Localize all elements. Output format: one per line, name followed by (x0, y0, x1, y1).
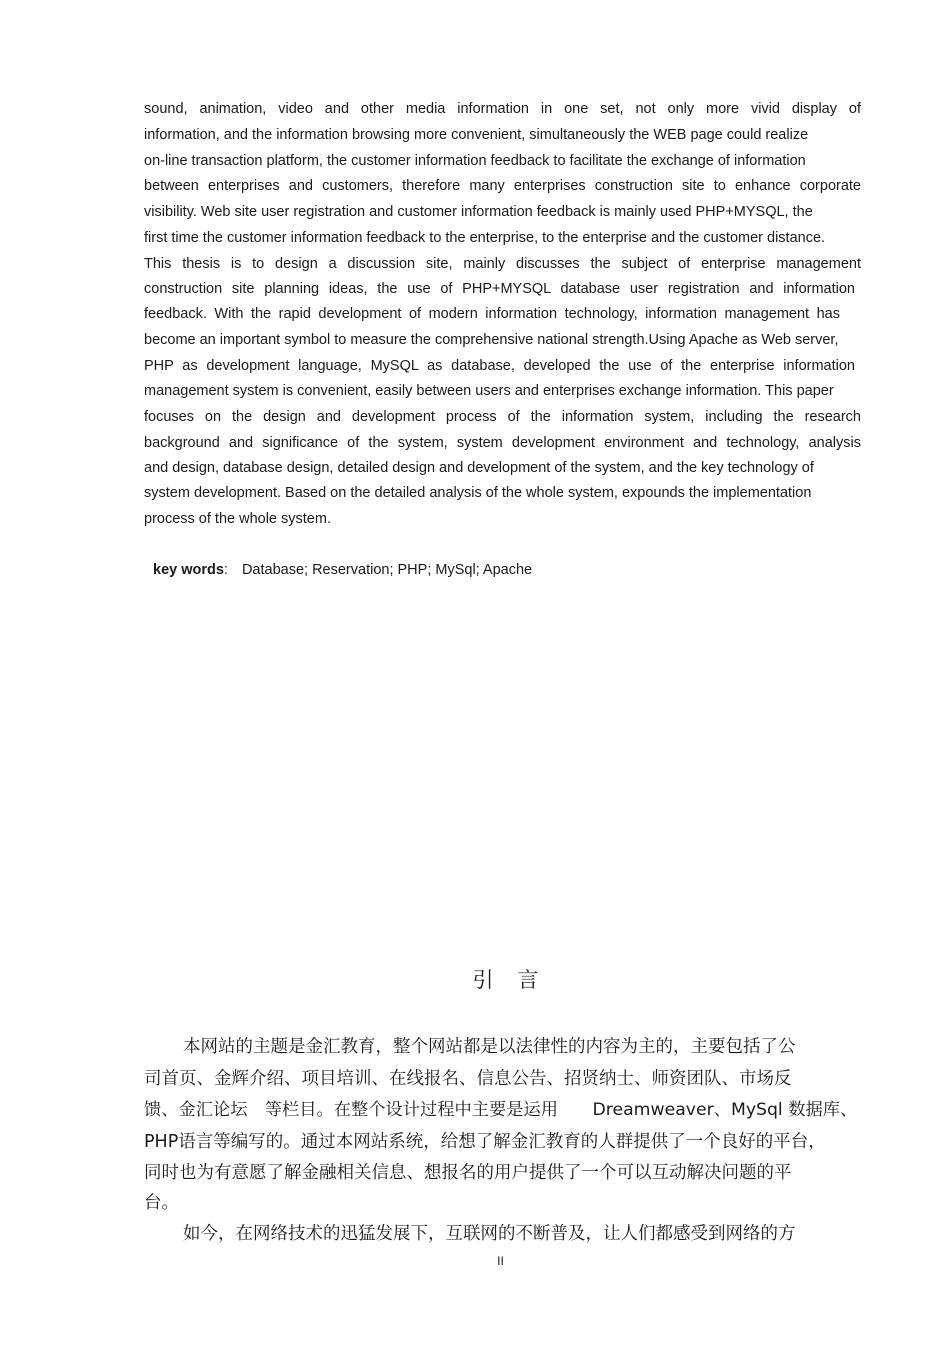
abstract-line: management system is convenient, easily between users and enterprises exchange information. This paper (144, 383, 834, 399)
body-line: 同时也为有意愿了解金融相关信息、想报名的用户提供了一个可以互动解决问题的平 (144, 1163, 792, 1183)
abstract-line: PHP as development language, MySQL as database, developed the use of the enterprise information (144, 358, 855, 374)
keywords-colon: : (223, 562, 228, 578)
keywords-line (153, 561, 532, 579)
abstract-line: system development. Based on the detailed analysis of the whole system, expounds the implementation (144, 485, 812, 501)
keywords-value: Database; Reservation; PHP; MySql; Apache (241, 562, 533, 578)
body-line: 如今，在网络技术的迅猛发展下，互联网的不断普及，让人们都感受到网络的方 (183, 1224, 796, 1244)
abstract-line: This thesis is to design a discussion site, mainly discusses the subject of enterprise management (144, 256, 861, 272)
body-line: 台。 (144, 1193, 179, 1213)
abstract-line: information, and the information browsing more convenient, simultaneously the WEB page could realize (144, 127, 809, 143)
abstract-line: focuses on the design and development process of the information system, including the research (144, 409, 861, 425)
abstract-line: become an important symbol to measure the comprehensive national strength.Using Apache as Web server, (144, 332, 839, 348)
page-number: II (497, 1254, 504, 1268)
abstract-line: feedback. With the rapid development of modern information technology, information management has (144, 306, 840, 322)
abstract-line: process of the whole system. (144, 511, 331, 527)
body-line: 馈、金汇论坛 等栏目。在整个设计过程中主要是运用 Dreamweaver、MySql 数据库、 (144, 1100, 858, 1120)
keywords-label: key words (153, 562, 224, 578)
body-line: 本网站的主题是金汇教育，整个网站都是以法律性的内容为主的，主要包括了公 (183, 1037, 796, 1057)
body-line: PHP语言等编写的。通过本网站系统，给想了解金汇教育的人群提供了一个良好的平台， (144, 1132, 826, 1152)
abstract-line: construction site planning ideas, the use of PHP+MYSQL database user registration and information (144, 281, 855, 297)
body-line: 司首页、金辉介绍、项目培训、在线报名、信息公告、招贤纳士、师资团队、市场反 (144, 1069, 792, 1089)
section-heading: 引言 (472, 968, 563, 992)
abstract-line: first time the customer information feedback to the enterprise, to the enterprise and the customer distance. (144, 230, 826, 246)
abstract-line: sound, animation, video and other media information in one set, not only more vivid display of (144, 101, 861, 117)
abstract-line: visibility. Web site user registration and customer information feedback is mainly used PHP+MYSQL, the (144, 204, 813, 220)
abstract-line: and design, database design, detailed design and development of the system, and the key technology of (144, 460, 814, 476)
abstract-line: on-line transaction platform, the customer information feedback to facilitate the exchange of information (144, 153, 806, 169)
abstract-line: between enterprises and customers, therefore many enterprises construction site to enhance corporate (144, 178, 861, 194)
abstract-line: background and significance of the system, system development environment and technology, analysis (144, 435, 861, 451)
